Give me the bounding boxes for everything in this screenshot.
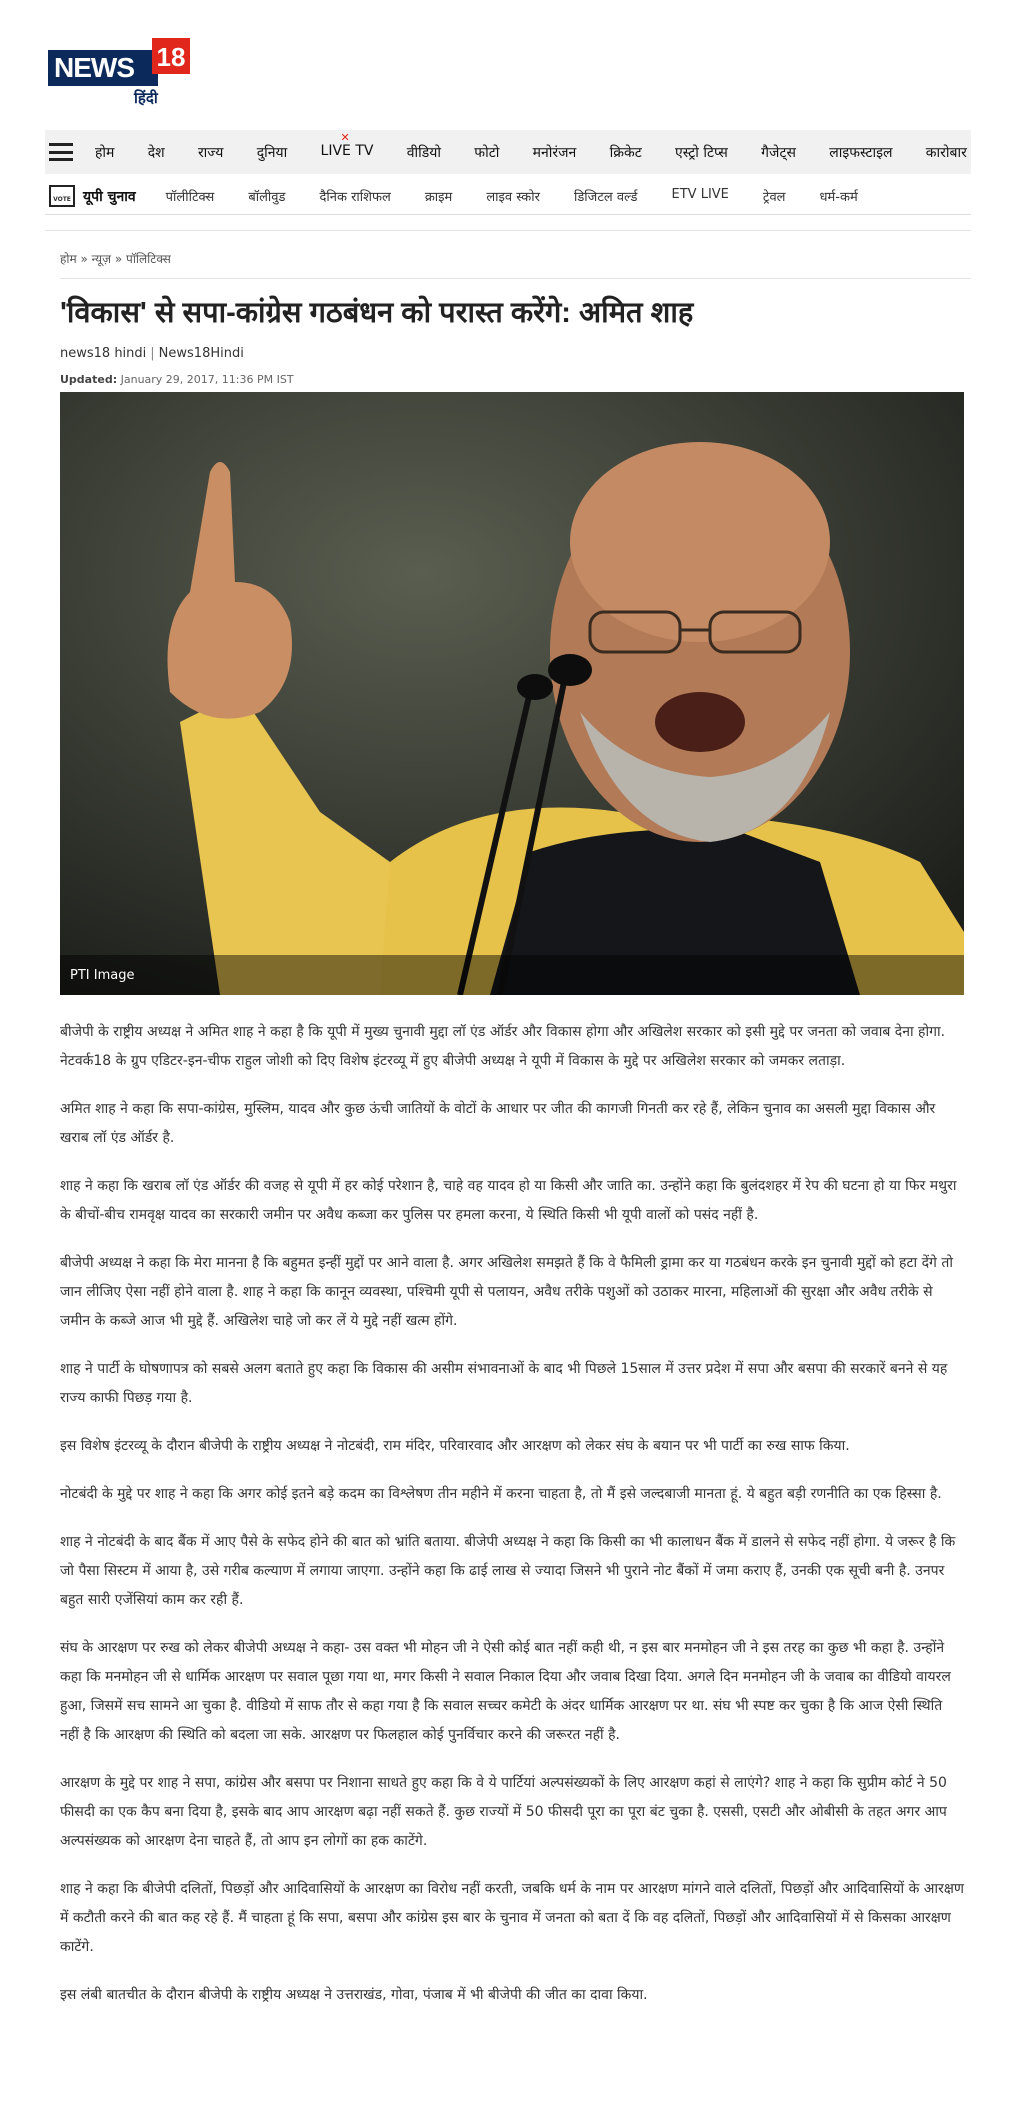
news18-logo[interactable] bbox=[48, 38, 188, 108]
subnav-item-2[interactable]: दैनिक राशिफल bbox=[319, 190, 391, 205]
subnav-item-7[interactable]: ट्रेवल bbox=[762, 190, 786, 205]
source-label: News18Hindi bbox=[158, 346, 244, 361]
nav-item-6[interactable]: फोटो bbox=[474, 144, 500, 161]
article-paragraph: आरक्षण के मुद्दे पर शाह ने सपा, कांग्रेस और बसपा पर निशाना साधते हुए कहा कि वे ये पार्टियां अल्पसंख्यकों के लिए आरक्षण कहां से लाएंगे? शाह ने कहा कि सुप्रीम कोर्ट ने 50 फीसदी का एक कैप बना दिया है, इसके बाद आप आरक्षण बढ़ा नहीं सकते हैं. कुछ राज्यों में 50 फीसदी पूरा का पूरा बंट चुका है. एससी, एसटी और ओबीसी के तहत अगर आप अल्पसंख्यक को आरक्षण देना चाहते हैं, तो आप इन लोगों का हक काटेंगे. bbox=[60, 1775, 947, 1849]
logo-number: 18 bbox=[152, 38, 190, 74]
main-nav bbox=[45, 130, 971, 174]
author-link[interactable]: news18 hindi bbox=[60, 346, 147, 361]
hamburger-menu-icon[interactable] bbox=[49, 143, 73, 161]
nav-item-5[interactable]: वीडियो bbox=[406, 144, 442, 161]
updated-timestamp bbox=[60, 373, 294, 386]
updated-value: January 29, 2017, 11:36 PM IST bbox=[117, 373, 294, 386]
article-paragraph: संघ के आरक्षण पर रुख को लेकर बीजेपी अध्यक्ष ने कहा- उस वक्त भी मोहन जी ने ऐसी कोई बात नहीं कही थी, न इस बार मनमोहन जी ने इस तरह का कुछ भी कहा है. उन्होंने कहा कि मनमोहन जी से धार्मिक आरक्षण पर सवाल पूछा गया था, मगर किसी ने सवाल निकाल दिया और जवाब दिखा दिया. अगले दिन मनमोहन जी के जवाब का वीडियो वायरल हुआ, जिसमें सच सामने आ चुका है. वीडियो में साफ तौर से कहा गया है कि सवाल सच्चर कमेटी के अंदर धार्मिक आरक्षण पर था. संघ भी स्पष्ट कर चुका है कि आज ऐसी स्थिति नहीं है कि आरक्षण की स्थिति को बदला जा सके. आरक्षण पर फिलहाल कोई पुनर्विचार करने की जरूरत नहीं है. bbox=[60, 1640, 951, 1743]
article-paragraph: शाह ने पार्टी के घोषणापत्र को सबसे अलग बताते हुए कहा कि विकास की असीम संभावनाओं के बाद भी पिछले 15साल में उत्तर प्रदेश में सपा और बसपा की सरकारें बनने से यह राज्य काफी पिछड़ गया है. bbox=[60, 1361, 948, 1406]
subnav-item-8[interactable]: धर्म-कर्म bbox=[819, 190, 858, 205]
live-indicator-icon: ✕ bbox=[340, 130, 350, 144]
logo-sub: हिंदी bbox=[134, 89, 158, 107]
nav-item-3[interactable]: दुनिया bbox=[256, 144, 288, 161]
article-paragraph: शाह ने कहा कि बीजेपी दलितों, पिछड़ों और आदिवासियों के आरक्षण का विरोध नहीं करती, जबकि धर्म के नाम पर आरक्षण मांगने वाले दलितों, पिछड़ों और आदिवासियों के आरक्षण में कटौती करने की बात कह रहे हैं. मैं चाहता हूं कि सपा, बसपा और कांग्रेस इस बार के चुनाव में जनता को बता दें कि वह दलितों, पिछड़ों और आदिवासियों में से किसका आरक्षण काटेंगे. bbox=[60, 1881, 964, 1955]
article-paragraph: बीजेपी अध्यक्ष ने कहा कि मेरा मानना है कि बहुमत इन्हीं मुद्दों पर आने वाला है. अगर अखिलेश समझते हैं कि वे फैमिली ड्रामा कर या गठबंधन करके इन चुनावी मुद्दों को हटा देंगे तो जान लीजिए ऐसा नहीं होने वाला है. शाह ने कहा कि कानून व्यवस्था, पश्चिमी यूपी से पलायन, अवैध तरीके पशुओं को उठाकर मारना, महिलाओं की सुरक्षा और अवैध तरीके से जमीन के कब्जे आज भी मुद्दे हैं. अखिलेश चाहे जो कर लें ये मुद्दे नहीं खत्म होंगे. bbox=[60, 1255, 953, 1329]
updated-label: Updated: bbox=[60, 373, 118, 386]
article-title: 'विकास' से सपा-कांग्रेस गठबंधन को परास्त करेंगे: अमित शाह bbox=[60, 297, 694, 329]
breadcrumb[interactable]: होम » न्यूज़ » पॉलिटिक्स bbox=[60, 252, 171, 266]
subnav-item-3[interactable]: क्राइम bbox=[424, 190, 453, 205]
nav-item-2[interactable]: राज्य bbox=[197, 144, 224, 161]
divider bbox=[60, 278, 971, 279]
nav-item-1[interactable]: देश bbox=[147, 144, 165, 161]
nav-item-8[interactable]: क्रिकेट bbox=[609, 144, 642, 161]
caption-bar bbox=[60, 955, 964, 995]
article-paragraph: नोटबंदी के मुद्दे पर शाह ने कहा कि अगर कोई इतने बड़े कदम का विश्लेषण तीन महीने में करना चाहता है, तो मैं इसे जल्दबाजी मानता हूं. ये बहुत बड़ी रणनीति का एक हिस्सा है. bbox=[60, 1486, 942, 1502]
article-paragraph: इस लंबी बातचीत के दौरान बीजेपी के राष्ट्रीय अध्यक्ष ने उत्तराखंड, गोवा, पंजाब में भी बीजेपी की जीत का दावा किया. bbox=[60, 1987, 648, 2003]
nav-items bbox=[95, 130, 971, 162]
subnav-item-up-election[interactable]: यूपी चुनाव bbox=[83, 188, 136, 205]
photo-illustration bbox=[60, 392, 964, 995]
image-caption: PTI Image bbox=[70, 968, 135, 983]
article-paragraph: बीजेपी के राष्ट्रीय अध्यक्ष ने अमित शाह ने कहा है कि यूपी में मुख्य चुनावी मुद्दा लॉ एंड ऑर्डर और विकास होगा और अखिलेश सरकार को इसी मुद्दे पर जनता को जवाब देना होगा. नेटवर्क18 के ग्रुप एडिटर-इन-चीफ राहुल जोशी को दिए विशेष इंटरव्यू में हुए बीजेपी अध्यक्ष ने यूपी में विकास के मुद्दे पर अखिलेश सरकार को जमकर लताड़ा. bbox=[60, 1024, 946, 1069]
nav-item-9[interactable]: एस्ट्रो टिप्स bbox=[675, 144, 728, 161]
subnav-items bbox=[166, 187, 892, 205]
article-body bbox=[60, 1018, 964, 2029]
article-paragraph: इस विशेष इंटरव्यू के दौरान बीजेपी के राष्ट्रीय अध्यक्ष ने नोटबंदी, राम मंदिर, परिवारवाद और आरक्षण को लेकर संघ के बयान पर भी पार्टी का रुख साफ किया. bbox=[60, 1438, 850, 1454]
subnav-item-5[interactable]: डिजिटल वर्ल्ड bbox=[573, 190, 638, 205]
article-paragraph: शाह ने नोटबंदी के बाद बैंक में आए पैसे के सफेद होने की बात को भ्रांति बताया. बीजेपी अध्यक्ष ने कहा कि किसी का भी कालाधन बैंक में डालने से सफेद नहीं होगा. ये जरूर है कि जो पैसा सिस्टम में आया है, उसे गरीब कल्याण में लगाया जाएगा. उन्होंने कहा कि ढाई लाख से ज्यादा जिसने भी पुराने नोट बैंकों में जमा कराए हैं, उनकी एक सूची बनी है. उनपर बहुत सारी एजेंसियां काम कर रही हैं. bbox=[60, 1534, 956, 1608]
article-hero-image bbox=[60, 392, 964, 995]
nav-item-12[interactable]: कारोबार bbox=[925, 144, 967, 161]
nav-item-0[interactable]: होम bbox=[95, 144, 115, 161]
article-paragraph: शाह ने कहा कि खराब लॉ एंड ऑर्डर की वजह से यूपी में हर कोई परेशान है, चाहे वह यादव हो या किसी और जाति का. उन्होंने कहा कि बुलंदशहर में रेप की घटना हो या फिर मथुरा के बीचों-बीच रामवृक्ष यादव का सरकारी जमीन पर अवैध कब्जा कर पुलिस पर हमला करना, ये स्थिति किसी भी यूपी वालों को पसंद नहीं है. bbox=[60, 1178, 957, 1223]
subnav-item-6[interactable]: ETV LIVE bbox=[671, 187, 729, 202]
subnav-item-0[interactable]: पॉलीटिक्स bbox=[165, 190, 215, 205]
divider bbox=[45, 230, 971, 231]
nav-item-4[interactable]: LIVE TV ✕ bbox=[320, 130, 374, 159]
nav-item-7[interactable]: मनोरंजन bbox=[532, 144, 577, 161]
vote-icon: VOTE bbox=[49, 185, 75, 207]
article-paragraph: अमित शाह ने कहा कि सपा-कांग्रेस, मुस्लिम, यादव और कुछ ऊंची जातियों के वोटों के आधार पर जीत की कागजी गिनती कर रहे हैं, लेकिन चुनाव का असली मुद्दा विकास और खराब लॉ एंड ऑर्डर है. bbox=[60, 1101, 936, 1146]
nav-item-11[interactable]: लाइफस्टाइल bbox=[829, 144, 893, 161]
subnav-item-4[interactable]: लाइव स्कोर bbox=[486, 190, 540, 205]
nav-item-10[interactable]: गैजेट्स bbox=[761, 144, 796, 161]
subnav-item-1[interactable]: बॉलीवुड bbox=[248, 190, 286, 205]
byline: news18 hindi | News18Hindi bbox=[60, 346, 244, 361]
sub-nav bbox=[45, 178, 971, 215]
logo-text: NEWS bbox=[48, 50, 158, 86]
